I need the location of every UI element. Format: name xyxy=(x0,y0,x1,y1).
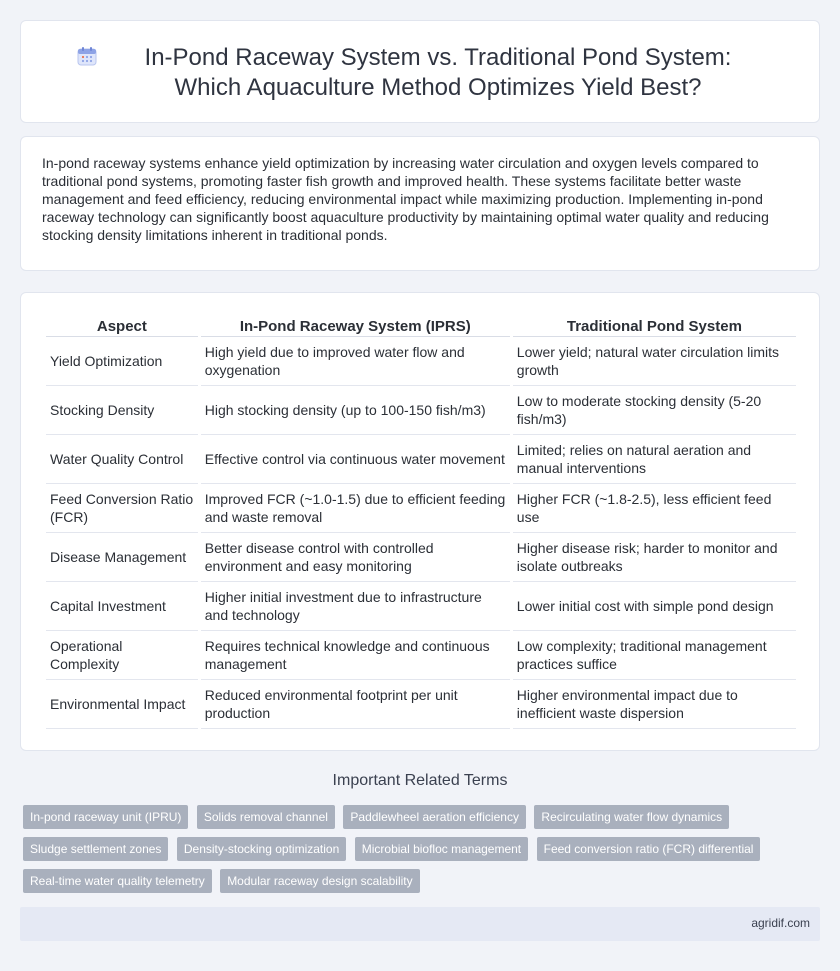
table-row xyxy=(46,435,796,484)
row-iprs: High yield due to improved water flow and oxygenation xyxy=(201,337,510,386)
footer-site-link[interactable]: agridif.com xyxy=(751,916,810,930)
table-row xyxy=(46,484,796,533)
row-aspect: Disease Management xyxy=(46,533,198,582)
comparison-table xyxy=(43,315,799,729)
header-iprs: In-Pond Raceway System (IPRS) xyxy=(201,315,510,337)
header-aspect: Aspect xyxy=(46,315,198,337)
row-aspect: Capital Investment xyxy=(46,582,198,631)
related-term-tag[interactable]: Density-stocking optimization xyxy=(177,837,346,861)
page-title: In-Pond Raceway System vs. Traditional Pond System: Which Aquaculture Method Optimizes Yield Best? xyxy=(144,44,732,101)
row-iprs: Effective control via continuous water movement xyxy=(201,435,510,484)
table-row xyxy=(46,631,796,680)
intro-paragraph: In-pond raceway systems enhance yield optimization by increasing water circulation and oxygen levels compared to traditional pond systems, promoting faster fish growth and improved health. These systems facilitate better waste management and feed efficiency, reducing environmental impact while maximizing production. Implementing in-pond raceway technology can significantly boost aquaculture productivity by maintaining optimal water quality and reducing stocking density limitations inherent in traditional ponds. xyxy=(42,155,769,243)
row-traditional: Lower initial cost with simple pond design xyxy=(513,582,796,631)
row-iprs: Improved FCR (~1.0-1.5) due to efficient feeding and waste removal xyxy=(201,484,510,533)
related-term-tag[interactable]: Paddlewheel aeration efficiency xyxy=(343,805,526,829)
row-traditional: Lower yield; natural water circulation limits growth xyxy=(513,337,796,386)
table-row xyxy=(46,337,796,386)
intro-card xyxy=(20,136,820,271)
row-traditional: Higher disease risk; harder to monitor and isolate outbreaks xyxy=(513,533,796,582)
row-aspect: Environmental Impact xyxy=(46,680,198,729)
footer xyxy=(20,907,820,941)
related-term-tag[interactable]: Recirculating water flow dynamics xyxy=(534,805,729,829)
related-terms-tags xyxy=(23,805,803,901)
row-traditional: Higher FCR (~1.8-2.5), less efficient feed use xyxy=(513,484,796,533)
related-term-tag[interactable]: Real-time water quality telemetry xyxy=(23,869,212,893)
table-row xyxy=(46,533,796,582)
row-iprs: Better disease control with controlled environment and easy monitoring xyxy=(201,533,510,582)
table-row xyxy=(46,582,796,631)
header-traditional: Traditional Pond System xyxy=(513,315,796,337)
related-terms-title: Important Related Terms xyxy=(332,772,508,789)
table-row xyxy=(46,680,796,729)
row-aspect: Stocking Density xyxy=(46,386,198,435)
table-header-row xyxy=(46,315,796,337)
table-row xyxy=(46,386,796,435)
related-term-tag[interactable]: Microbial biofloc management xyxy=(355,837,528,861)
row-iprs: High stocking density (up to 100-150 fish/m3) xyxy=(201,386,510,435)
related-term-tag[interactable]: Feed conversion ratio (FCR) differential xyxy=(537,837,761,861)
row-aspect: Yield Optimization xyxy=(46,337,198,386)
row-traditional: Low to moderate stocking density (5-20 fish/m3) xyxy=(513,386,796,435)
related-term-tag[interactable]: In-pond raceway unit (IPRU) xyxy=(23,805,188,829)
row-iprs: Higher initial investment due to infrastructure and technology xyxy=(201,582,510,631)
title-card xyxy=(20,20,820,123)
row-traditional: Limited; relies on natural aeration and manual interventions xyxy=(513,435,796,484)
comparison-table-card xyxy=(20,292,820,751)
row-aspect: Operational Complexity xyxy=(46,631,198,680)
row-iprs: Reduced environmental footprint per unit production xyxy=(201,680,510,729)
row-aspect: Feed Conversion Ratio (FCR) xyxy=(46,484,198,533)
row-aspect: Water Quality Control xyxy=(46,435,198,484)
row-iprs: Requires technical knowledge and continuous management xyxy=(201,631,510,680)
row-traditional: Higher environmental impact due to inefficient waste dispersion xyxy=(513,680,796,729)
related-term-tag[interactable]: Modular raceway design scalability xyxy=(220,869,419,893)
row-traditional: Low complexity; traditional management practices suffice xyxy=(513,631,796,680)
related-term-tag[interactable]: Solids removal channel xyxy=(197,805,335,829)
related-term-tag[interactable]: Sludge settlement zones xyxy=(23,837,168,861)
